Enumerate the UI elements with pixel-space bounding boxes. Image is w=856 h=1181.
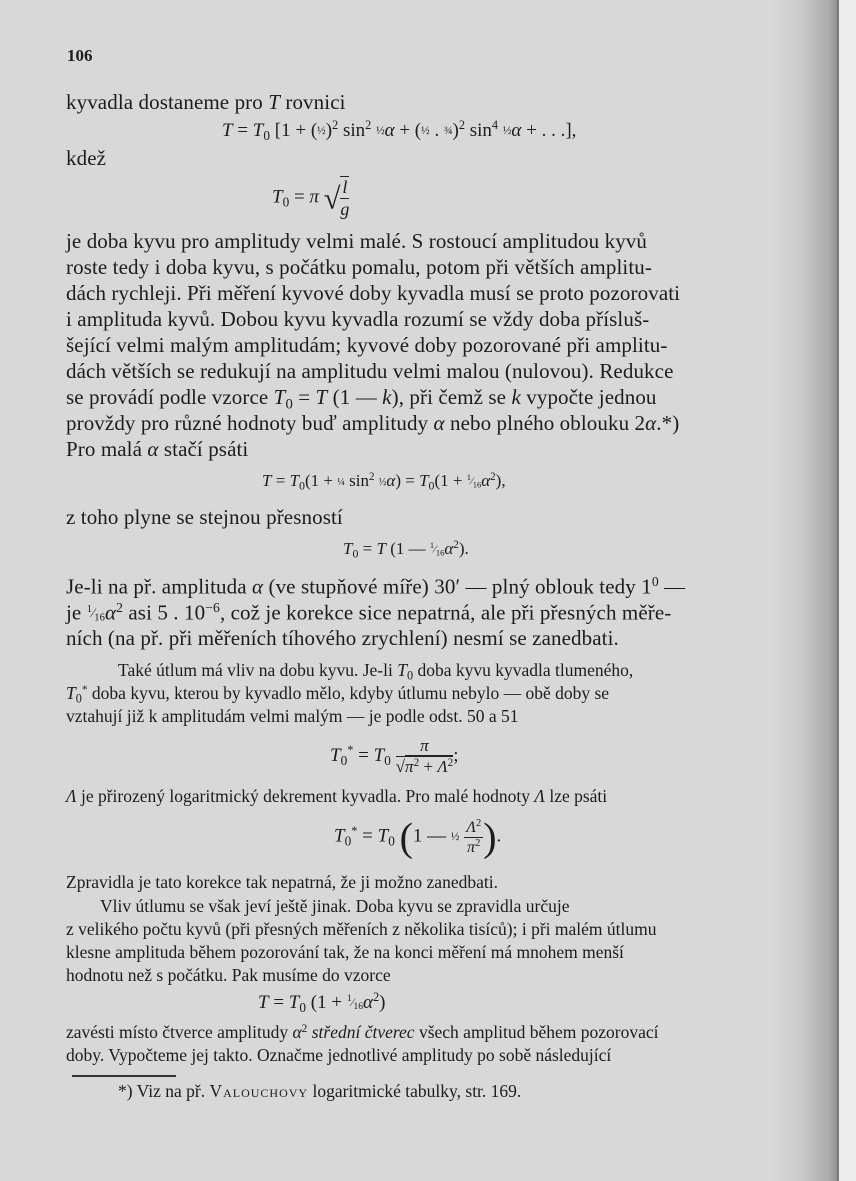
text-line: Λ je přirozený logaritmický dekrement kyvadla. Pro malé hodnoty Λ lze psáti <box>66 786 608 806</box>
footnote: *) Viz na př. Valouchovy logaritmické tabulky, str. 169. <box>118 1081 522 1101</box>
text-line: šející velmi malým amplitudám; kyvové doby pozorované při amplitu- <box>66 333 668 357</box>
text-line: Vliv útlumu se však jeví ještě jinak. Doba kyvu se zpravidla určuje <box>100 896 570 916</box>
equation-period-mean: $T = T_0$ $(1 + ^1⁄_{16}\alpha^2)$ <box>258 990 386 1015</box>
text-line: roste tedy i doba kyvu, s počátku pomalu, potom při větších amplitu- <box>66 255 652 279</box>
equation-damped-approx: $T_0^* = T_0$ (1 — ½ $\frac{\Lambda^2}{\pi^2}$ ). <box>334 814 502 860</box>
text-line: dách větších se redukují na amplitudu velmi malou (nulovou). Redukce <box>66 359 674 383</box>
text-line: z velikého počtu kyvů (při přesných měřeních z několika tisíců); i při malém útlumu <box>66 919 657 939</box>
equation-period-series: $T = T_0$ [1 + (½)$^2$ $\sin^2$ ½α + (½ . ¾)$^2$ $\sin^4$ ½α + . . .], <box>222 118 577 143</box>
text-line: kyvadla dostaneme pro T rovnici <box>66 90 346 114</box>
text-line: hodnotu než s počátku. Pak musíme do vzorce <box>66 965 391 985</box>
text-line: Zpravidla je tato korekce tak nepatrná, že ji možno zanedbati. <box>66 872 498 892</box>
text-line: Také útlum má vliv na dobu kyvu. Je-li $T_0$ doba kyvu kyvadla tlumeného, <box>118 660 634 683</box>
text-line: vztahují již k amplitudám velmi malým — je podle odst. 50 a 51 <box>66 706 519 726</box>
text-line: je doba kyvu pro amplitudy velmi malé. S rostoucí amplitudou kyvů <box>66 229 648 253</box>
text-line: ních (na př. při měřeních tíhového zrychlení) nesmí se zanedbati. <box>66 626 619 650</box>
text-line: Je-li na př. amplituda α (ve stupňové míře) 30′ — plný oblouk tedy $1^0$ — <box>66 574 686 599</box>
text-line: klesne amplituda během pozorování tak, že na konci měření má mnohem menší <box>66 942 624 962</box>
text-line: provždy pro různé hodnoty buď amplitudy α nebo plného oblouku 2α.*) <box>66 411 680 435</box>
adjacent-page-edge <box>839 0 856 1181</box>
text-line: je $^1⁄_{16}\alpha^2$ asi 5 . $10^{-6}$, což je korekce sice nepatrná, ale při přesných měře- <box>66 600 672 625</box>
equation-reduction: $T_0 = T$ (1 — $^1⁄_{16}\alpha^2$). <box>343 539 469 561</box>
footnote-divider <box>72 1075 176 1077</box>
text-line: se provádí podle vzorce $T_0 = T$ (1 — k), při čemž se k vypočte jednou <box>66 385 657 413</box>
text-line: dách rychleji. Při měření kyvové doby kyvadla musí se proto pozorovati <box>66 281 681 305</box>
equation-small-amplitude: $T = T_0(1$ + ¼ $\sin^2$ ½α) = $T_0(1$ + $^1⁄_{16}\alpha^2$), <box>262 471 506 493</box>
text-line: z toho plyne se stejnou přesností <box>66 505 343 529</box>
text-line: Pro malá α stačí psáti <box>66 437 249 461</box>
text-line: kdež <box>66 146 107 170</box>
text-line: i amplituda kyvů. Dobou kyvu kyvadla rozumí se vždy doba přísluš- <box>66 307 650 331</box>
equation-T0: $T_0 = \pi$ √ $\frac{l}{g}$ <box>272 177 350 219</box>
text-line: doby. Vypočteme jej takto. Označme jednotlivé amplitudy po sobě následující <box>66 1045 612 1065</box>
page-number: 106 <box>67 46 93 65</box>
equation-damped-period: $T_0^* = T_0$ $\frac{\pi}{√\pi^2 + \Lambda^2}$ ; <box>330 736 459 777</box>
text-line: $T_0^*$ doba kyvu, kterou by kyvadlo mělo, kdyby útlumu nebylo — obě doby se <box>66 683 610 706</box>
text-line: zavésti místo čtverce amplitudy $\alpha^2$ střední čtverec všech amplitud během pozorovací <box>66 1022 659 1042</box>
